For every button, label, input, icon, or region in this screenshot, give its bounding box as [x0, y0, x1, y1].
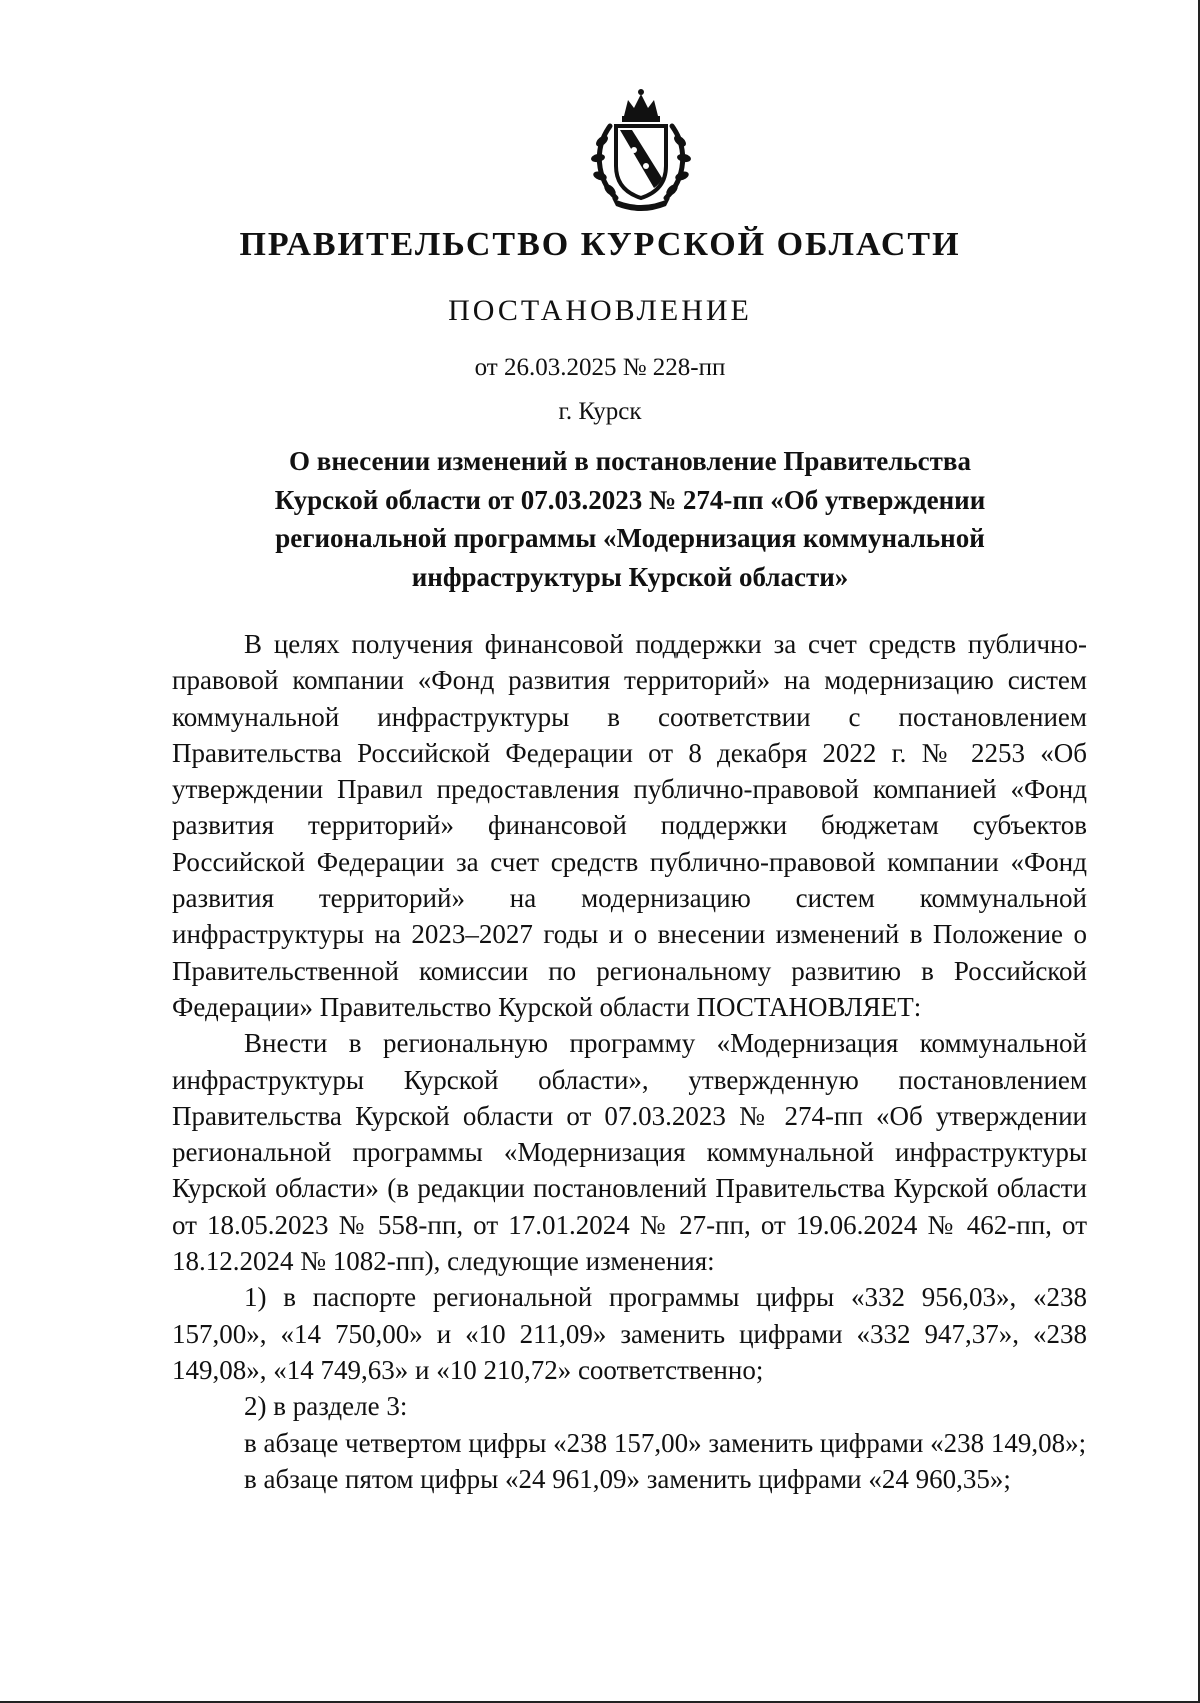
kursk-coat-of-arms-icon [576, 86, 706, 216]
document-type: ПОСТАНОВЛЕНИЕ [448, 294, 752, 327]
body-paragraph: в абзаце пятом цифры «24 961,09» заменить цифрами «24 960,35»; [244, 1463, 1011, 1494]
government-title: ПРАВИТЕЛЬСТВО КУРСКОЙ ОБЛАСТИ [239, 226, 961, 263]
subject-line: инфраструктуры Курской области» [411, 561, 849, 592]
document-subject [200, 442, 1060, 596]
document-date-number: от 26.03.2025 № 228-пп [474, 354, 726, 381]
body-paragraph: Внести в региональную программу «Модернизация коммунальной инфраструктуры Курской области», утвержденную постановлением Правительства Курской области от 07.03.2023 № 274-пп «Об утверждении региональной программы «Модернизация коммунальной инфраструктуры Курской области» (в редакции постановлений Правительства Курской области от 18.05.2023 № 558-пп, от 17.01.2024 № 27-пп, от 19.06.2024 № 462-пп, от 18.12.2024 № 1082-пп), следующие изменения: [172, 1028, 1087, 1277]
body-paragraph: 2) в разделе 3: [244, 1391, 408, 1422]
body-paragraph: в абзаце четвертом цифры «238 157,00» заменить цифрами «238 149,08»; [244, 1427, 1087, 1458]
document-body [172, 626, 1087, 1497]
body-paragraph: В целях получения финансовой поддержки за счет средств публично-правовой компании «Фонд развития территорий» на модернизацию систем коммунальной инфраструктуры в соответствии с постановлением Правительства Российской Федерации от 8 декабря 2022 г. № 2253 «Об утверждении Правил предоставления публично-правовой компанией «Фонд развития территорий» финансовой поддержки бюджетам субъектов Российской Федерации за счет средств публично-правовой компании «Фонд развития территорий» на модернизацию систем коммунальной инфраструктуры на 2023–2027 годы и о внесении изменений в Положение о Правительственной комиссии по региональному развитию в Российской Федерации» Правительство Курской области ПОСТАНОВЛЯЕТ: [172, 629, 1087, 1022]
subject-line: региональной программы «Модернизация коммунальной [275, 523, 985, 553]
subject-line: О внесении изменений в постановление Правительства [289, 446, 971, 476]
subject-line: Курской области от 07.03.2023 № 274-пп «Об утверждении [274, 484, 986, 515]
document-city: г. Курск [558, 398, 642, 425]
body-paragraph: 1) в паспорте региональной программы цифры «332 956,03», «238 157,00», «14 750,00» и «10 211,09» заменить цифрами «332 947,37», «238 149,08», «14 749,63» и «10 210,72» соответственно; [172, 1282, 1087, 1385]
